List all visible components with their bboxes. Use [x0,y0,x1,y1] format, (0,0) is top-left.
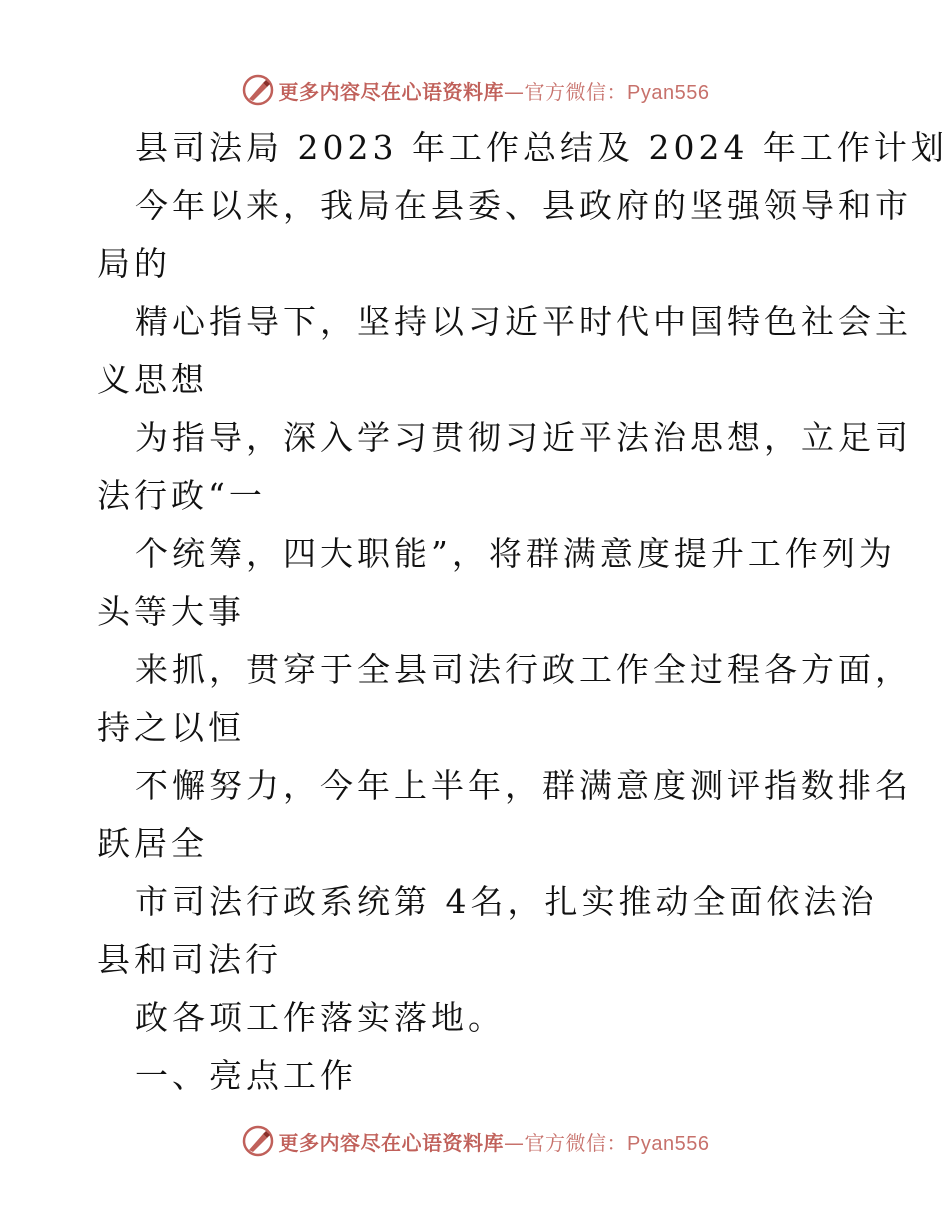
body-text-line: 个统筹，四大职能”，将群满意度提升工作列为 [135,534,896,573]
body-text-line: 县和司法行 [97,940,282,979]
watermark-text [279,76,710,105]
body-text-line: 今年以来，我局在县委、县政府的坚强领导和市 [135,186,912,225]
header-watermark [0,70,950,110]
body-text-line: 不懈努力，今年上半年，群满意度测评指数排名 [135,766,912,805]
body-text-line: 一、亮点工作 [135,1056,357,1095]
watermark-contact-id: Pyan556 [627,1132,710,1155]
body-text-line: 法行政“一 [97,476,266,515]
watermark-contact-label: 官方微信： [524,1130,628,1155]
body-text-line: 持之以恒 [97,708,245,747]
footer-watermark [0,1121,950,1161]
watermark-separator: — [504,79,525,104]
body-text-line: 头等大事 [97,592,245,631]
watermark-text [279,1127,710,1156]
watermark-contact-id: Pyan556 [627,81,710,104]
body-text-line: 义思想 [97,360,208,399]
body-text-line: 为指导，深入学习贯彻习近平法治思想，立足司 [135,418,912,457]
body-text-line: 政各项工作落实落地。 [135,998,505,1037]
watermark-separator: — [504,1130,525,1155]
pen-logo-icon [241,73,275,107]
body-text-line: 来抓，贯穿于全县司法行政工作全过程各方面， [135,650,912,689]
body-text-line: 市司法行政系统第 4名，扎实推动全面依法治 [135,882,878,921]
pen-logo-icon [241,1124,275,1158]
document-body [97,119,948,1105]
document-title: 县司法局 2023 年工作总结及 2024 年工作计划 [135,128,948,167]
watermark-contact-label: 官方微信： [524,79,628,104]
body-text-line: 局的 [97,244,171,283]
watermark-brand: 更多内容尽在心语资料库 [278,79,505,104]
watermark-brand: 更多内容尽在心语资料库 [278,1130,505,1155]
body-text-line: 跃居全 [97,824,208,863]
body-text-line: 精心指导下，坚持以习近平时代中国特色社会主 [135,302,912,341]
